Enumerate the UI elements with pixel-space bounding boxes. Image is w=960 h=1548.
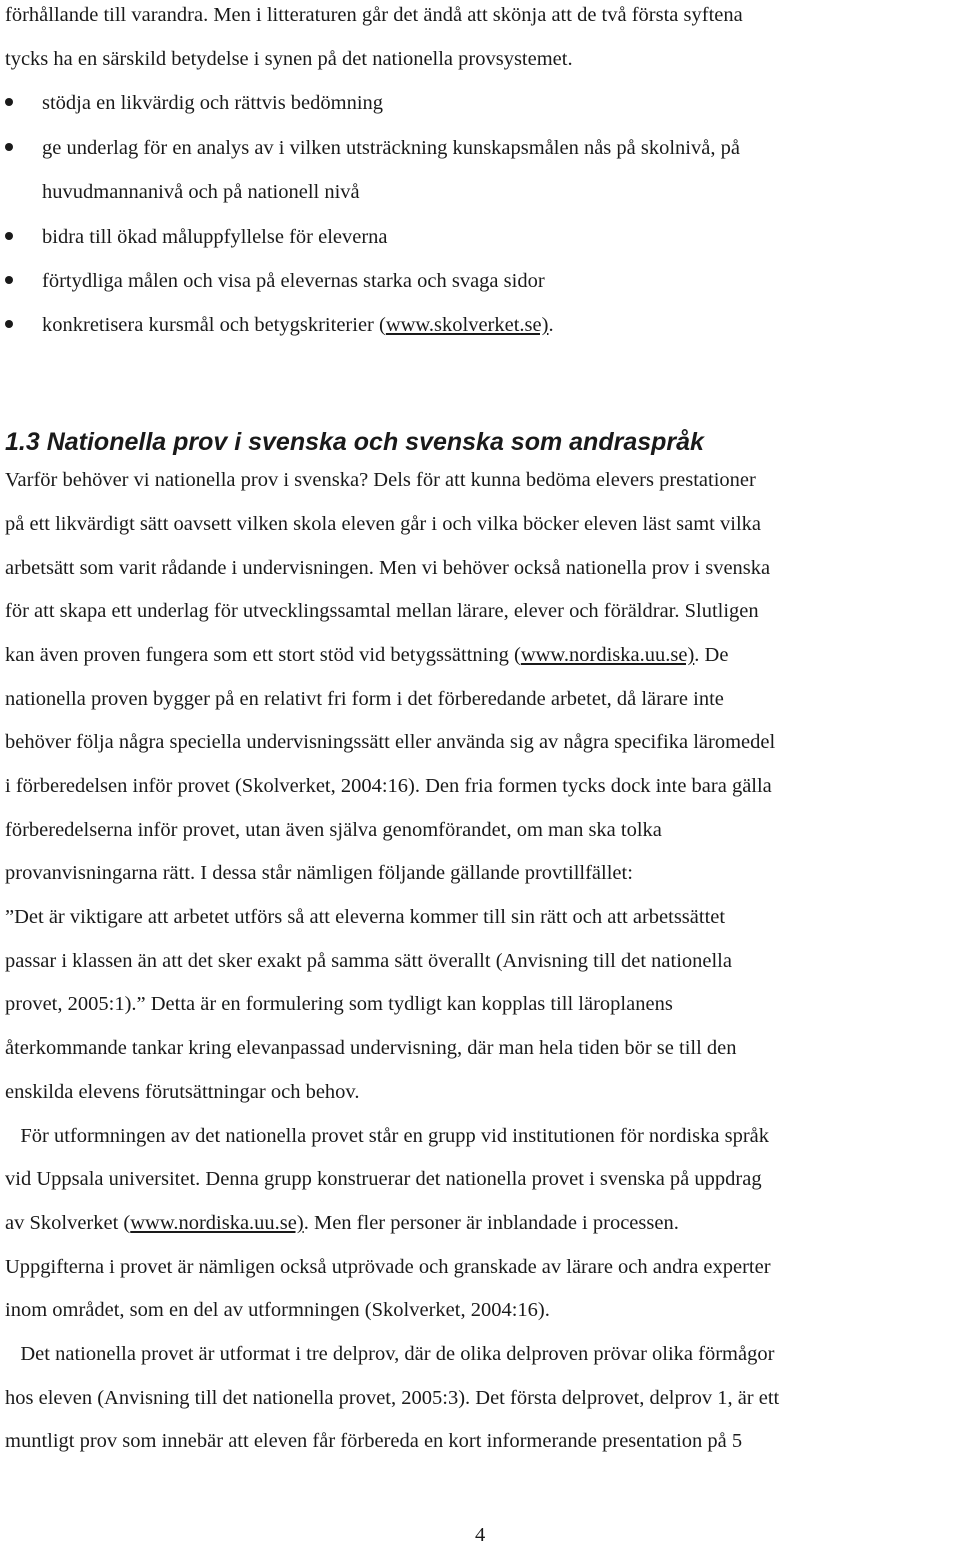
body-line: hos eleven (Anvisning till det nationella provet, 2005:3). Det första delprovet, delprov 1, är ett [5, 1387, 780, 1409]
section-heading: 1.3 Nationella prov i svenska och svenska som andraspråk [5, 428, 704, 456]
body-line: Uppgifterna i provet är nämligen också utprövade och granskade av lärare och andra experter [5, 1256, 771, 1278]
body-line: provet, 2005:1).” Detta är en formulering som tydligt kan kopplas till läroplanens [5, 993, 673, 1015]
body-line: förhållande till varandra. Men i litteraturen går det ändå att skönja att de två första syftena [5, 4, 743, 26]
list-item-text: förtydliga målen och visa på elevernas starka och svaga sidor [42, 270, 545, 292]
skolverket-link[interactable]: www.skolverket.se) [385, 314, 549, 336]
bullet-icon [5, 98, 13, 106]
body-line: provanvisningarna rätt. I dessa står nämligen följande gällande provtillfället: [5, 862, 633, 884]
body-line: tycks ha en särskild betydelse i synen på det nationella provsystemet. [5, 48, 573, 70]
nordiska-link[interactable]: www.nordiska.uu.se) [520, 644, 695, 666]
list-item-text: huvudmannanivå och på nationell nivå [42, 181, 360, 203]
body-line: Det nationella provet är utformat i tre delprov, där de olika delproven prövar olika förmågor [5, 1343, 775, 1365]
body-line: för att skapa ett underlag för utvecklingssamtal mellan lärare, elever och föräldrar. Slutligen [5, 600, 759, 622]
body-line: arbetsätt som varit rådande i undervisningen. Men vi behöver också nationella prov i svenska [5, 557, 771, 579]
bullet-icon [5, 143, 13, 151]
body-line: i förberedelsen inför provet (Skolverket, 2004:16). Den fria formen tycks dock inte bara gälla [5, 775, 772, 797]
body-line: För utformningen av det nationella provet står en grupp vid institutionen för nordiska språk [5, 1125, 770, 1147]
nordiska-link[interactable]: www.nordiska.uu.se) [130, 1212, 304, 1234]
body-line: förberedelserna inför provet, utan även själva genomförandet, om man ska tolka [5, 819, 662, 841]
body-line: av Skolverket (www.nordiska.uu.se). Men fler personer är inblandade i processen. [5, 1212, 679, 1234]
body-line: kan även proven fungera som ett stort stöd vid betygssättning (www.nordiska.uu.se). De [5, 644, 729, 666]
list-item-text: ge underlag för en analys av i vilken utsträckning kunskapsmålen nås på skolnivå, på [42, 137, 740, 159]
body-line: passar i klassen än att det sker exakt på samma sätt överallt (Anvisning till det nationella [5, 950, 732, 972]
bullet-icon [5, 320, 13, 328]
body-line: återkommande tankar kring elevanpassad undervisning, där man hela tiden bör se till den [5, 1037, 737, 1059]
body-line: på ett likvärdigt sätt oavsett vilken skola eleven går i och vilka böcker eleven läst samt vilka [5, 513, 761, 535]
bullet-icon [5, 232, 13, 240]
list-item-text: stödja en likvärdig och rättvis bedömning [42, 92, 384, 114]
body-line: muntligt prov som innebär att eleven får förbereda en kort informerande presentation på 5 [5, 1430, 743, 1452]
page-number: 4 [475, 1524, 486, 1546]
body-line: nationella proven bygger på en relativt fri form i det förberedande arbetet, då lärare inte [5, 688, 724, 710]
list-item-text: konkretisera kursmål och betygskriterier (www.skolverket.se). [42, 314, 554, 336]
body-line: inom området, som en del av utformningen (Skolverket, 2004:16). [5, 1299, 550, 1321]
body-line: ”Det är viktigare att arbetet utförs så att eleverna kommer till sin rätt och att arbetssättet [5, 906, 726, 928]
body-line: vid Uppsala universitet. Denna grupp konstruerar det nationella provet i svenska på uppdrag [5, 1168, 762, 1190]
bullet-icon [5, 276, 13, 284]
body-line: Varför behöver vi nationella prov i svenska? Dels för att kunna bedöma elevers prestationer [5, 469, 756, 491]
body-line: behöver följa några speciella undervisningssätt eller använda sig av några specifika läromedel [5, 731, 776, 753]
body-line: enskilda elevens förutsättningar och behov. [5, 1081, 360, 1103]
list-item-text: bidra till ökad måluppfyllelse för eleverna [42, 226, 388, 248]
